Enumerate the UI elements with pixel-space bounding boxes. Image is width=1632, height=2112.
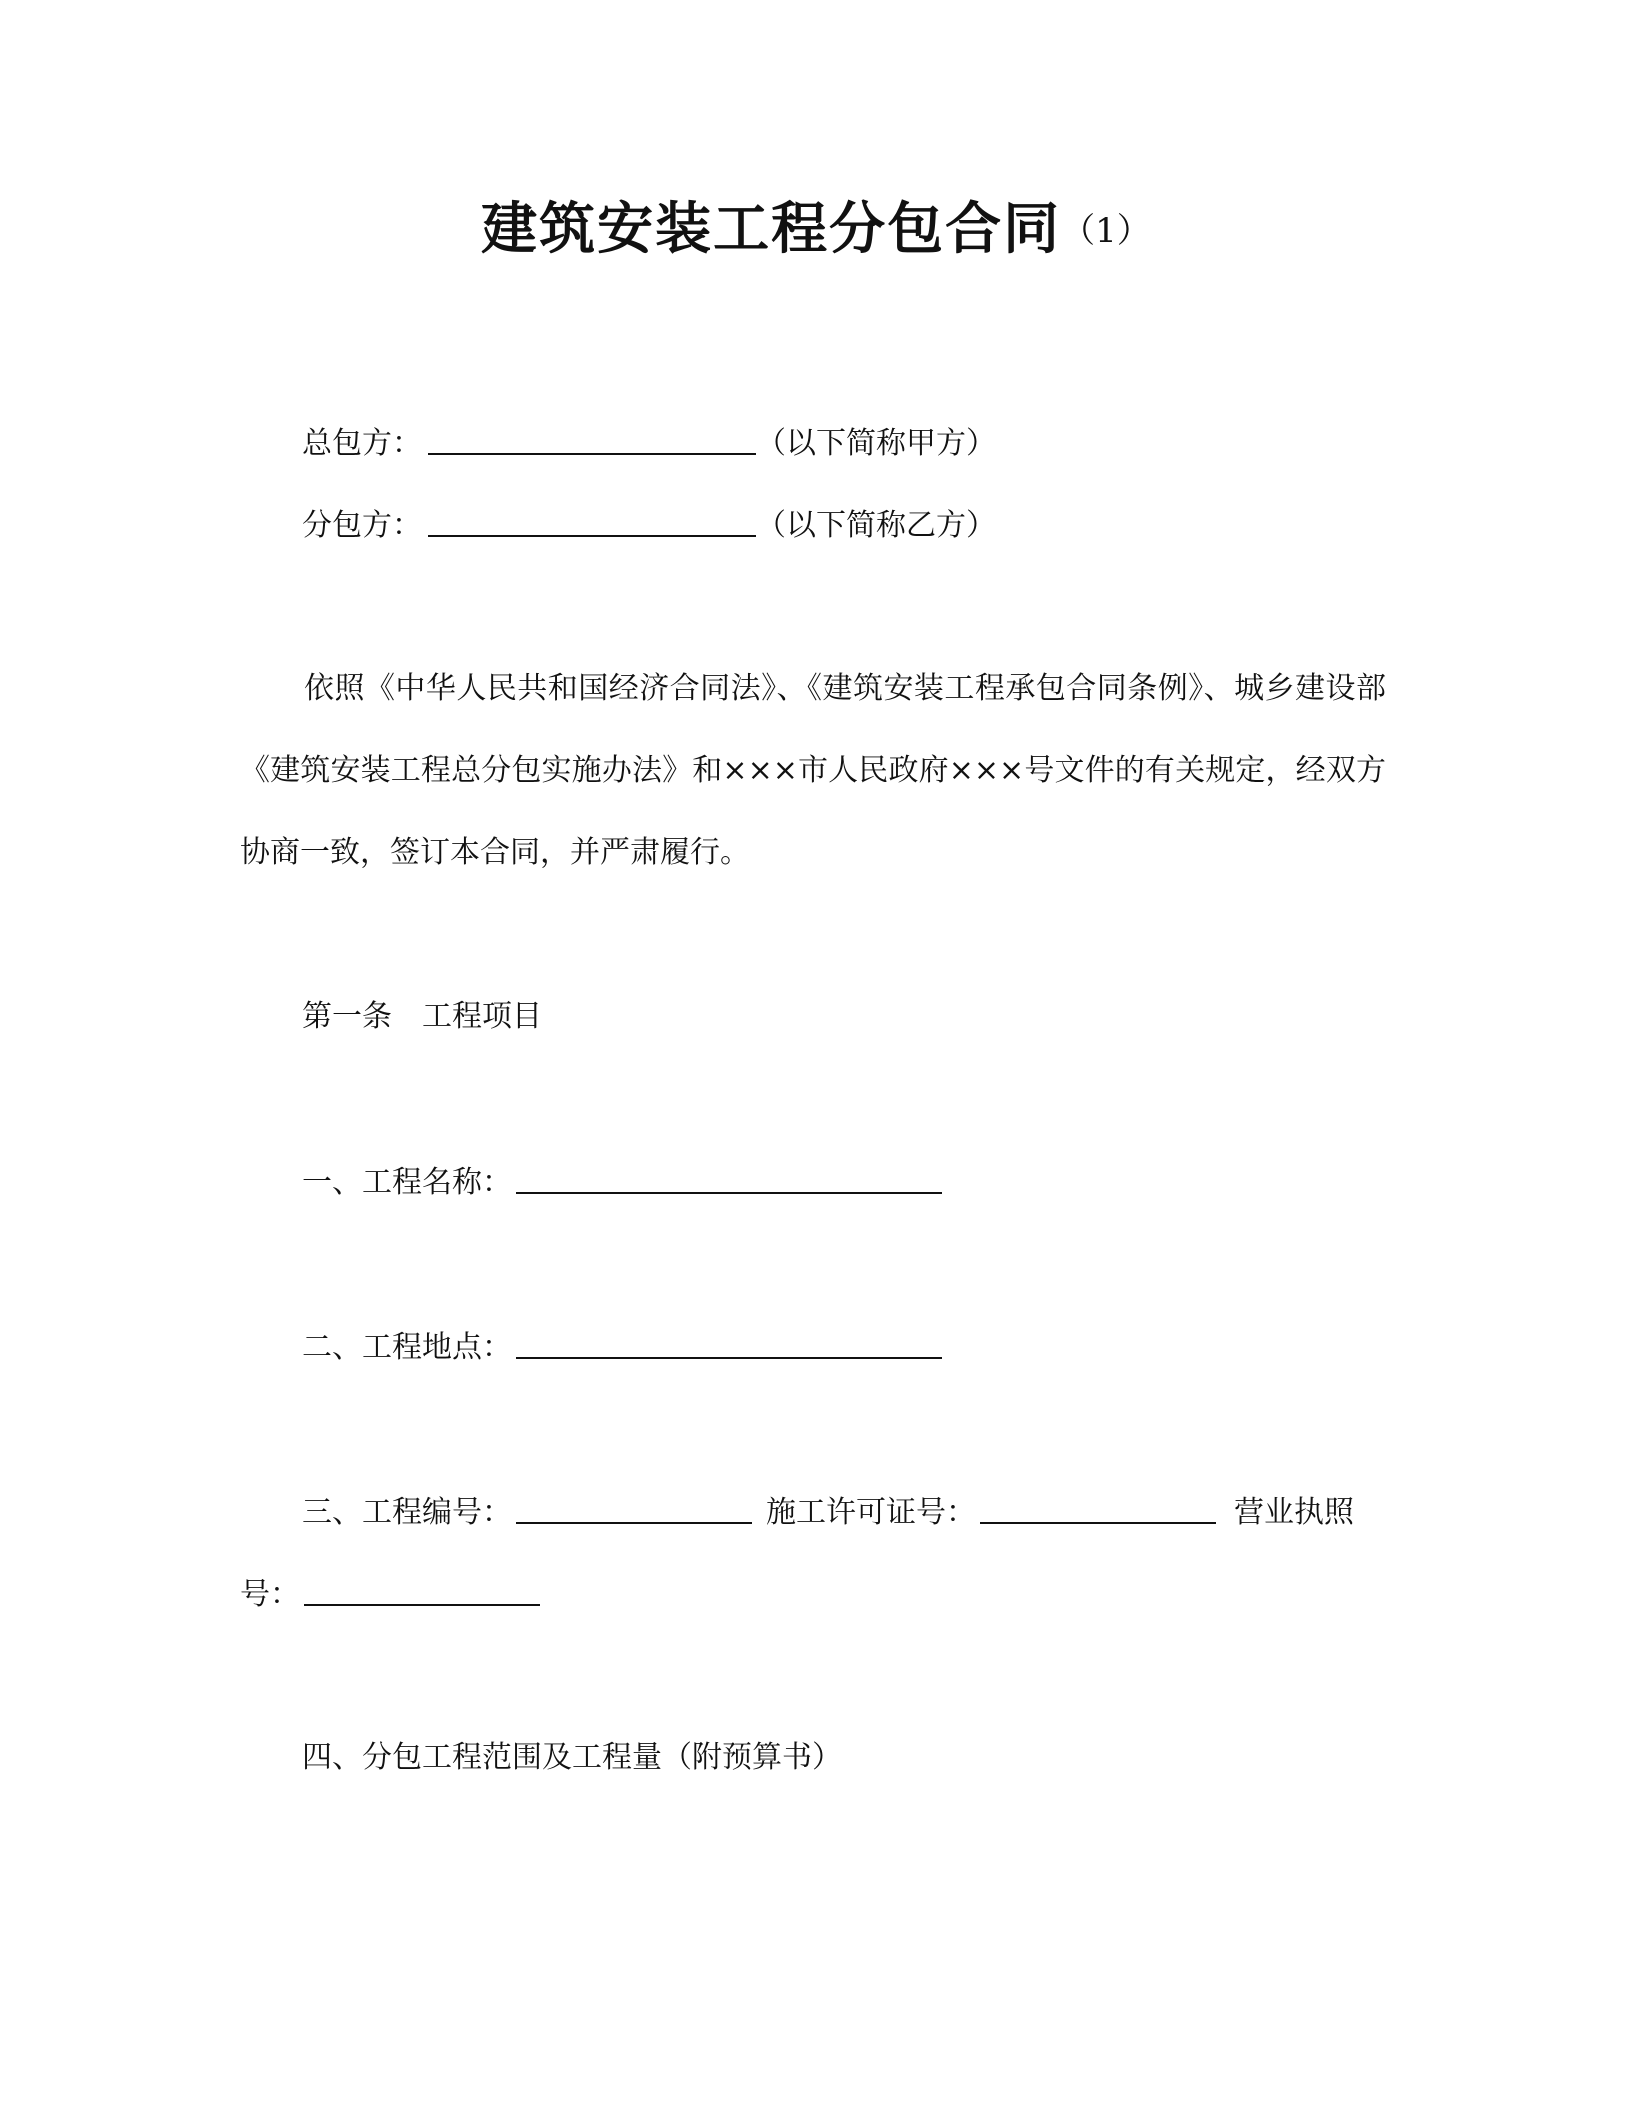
business-license-cont: 号： bbox=[240, 1577, 300, 1612]
permit-number-blank[interactable] bbox=[980, 1492, 1216, 1524]
project-location-label: 二、工程地点： bbox=[302, 1330, 512, 1365]
article-1-heading: 第一条 工程项目 bbox=[302, 999, 542, 1034]
business-license-line bbox=[240, 1574, 540, 1615]
project-location-blank[interactable] bbox=[516, 1327, 942, 1359]
document-title bbox=[0, 190, 1632, 271]
project-location-line bbox=[302, 1327, 942, 1368]
title-suffix: （1） bbox=[1061, 211, 1151, 251]
subcontractor-blank[interactable] bbox=[428, 505, 756, 537]
project-number-blank[interactable] bbox=[516, 1492, 752, 1524]
title-text: 建筑安装工程分包合同 bbox=[481, 197, 1062, 262]
business-license-label: 营业执照 bbox=[1234, 1495, 1354, 1530]
general-contractor-line bbox=[302, 423, 996, 464]
general-contractor-blank[interactable] bbox=[428, 423, 756, 455]
preamble-paragraph: 依照《中华人民共和国经济合同法》、《建筑安装工程承包合同条例》、城乡建设部《建筑安装工程总分包实施办法》和×××市人民政府×××号文件的有关规定，经双方协商一致，签订本合同，并严肃履行。 bbox=[240, 671, 1386, 870]
permit-number-label: 施工许可证号： bbox=[766, 1495, 976, 1530]
project-name-blank[interactable] bbox=[516, 1162, 942, 1194]
subcontractor-note: （以下简称乙方） bbox=[756, 508, 996, 543]
subcontractor-line bbox=[302, 505, 996, 546]
business-license-blank[interactable] bbox=[304, 1574, 540, 1606]
project-name-line bbox=[302, 1162, 942, 1203]
project-number-line bbox=[302, 1492, 1354, 1533]
project-number-label: 三、工程编号： bbox=[302, 1495, 512, 1530]
subcontractor-label: 分包方： bbox=[302, 508, 422, 543]
project-name-label: 一、工程名称： bbox=[302, 1165, 512, 1200]
subcontract-scope-line: 四、分包工程范围及工程量（附预算书） bbox=[302, 1740, 842, 1775]
general-contractor-note: （以下简称甲方） bbox=[756, 426, 996, 461]
general-contractor-label: 总包方： bbox=[302, 426, 422, 461]
